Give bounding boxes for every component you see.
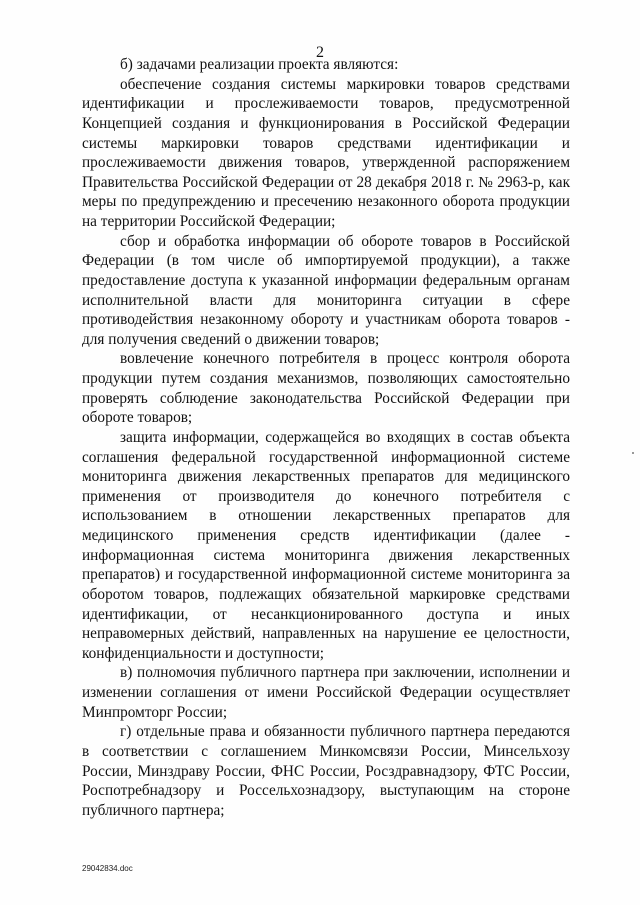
paragraph-information-collection: сбор и обработка информации об обороте товаров в Российской Федерации (в том числе об импортируемой продукции), а также предоставление доступа к указанной информации федеральным органам исполнительной власти для мониторинга ситуации в сфере противодействия незаконному обороту и участникам оборота товаров - для получения сведений о движении товаров; bbox=[82, 232, 570, 348]
page-number: 2 bbox=[316, 44, 324, 61]
document-body bbox=[82, 55, 570, 820]
footer-file-code: 29042834.doc bbox=[82, 864, 133, 873]
paragraph-rights-transfer: г) отдельные права и обязанности публичного партнера передаются в соответствии с соглашением Минкомсвязи России, Минсельхозу России, Минздраву России, ФНС России, Росздравнадзору, ФТС России, Роспотребнадзору и Россельхознадзору, выступающим на стороне публичного партнера; bbox=[82, 723, 570, 819]
paragraph-tasks-heading: б) задачами реализации проекта являются: bbox=[120, 56, 399, 73]
margin-mark bbox=[632, 452, 634, 454]
paragraph-public-partner-powers: в) полномочия публичного партнера при заключении, исполнении и изменении соглашения от имени Российской Федерации осуществляет Минпромторг России; bbox=[82, 664, 570, 721]
paragraph-information-protection: защита информации, содержащейся во входящих в состав объекта соглашения федеральной государственной информационной системе мониторинга движения лекарственных препаратов для медицинского применения от производителя до конечного потребителя с использованием в отношении лекарственных препаратов для медицинского применения средств идентификации (далее - информационная система мониторинга движения лекарственных препаратов) и государственной информационной системе мониторинга за оборотом товаров, подлежащих обязательной маркировке средствами идентификации, от несанкционированного доступа и иных неправомерных действий, направленных на нарушение ее целостности, конфиденциальности и доступности; bbox=[82, 428, 570, 662]
paragraph-consumer-involvement: вовлечение конечного потребителя в процесс контроля оборота продукции путем создания механизмов, позволяющих самостоятельно проверять соблюдение законодательства Российской Федерации при обороте товаров; bbox=[82, 350, 570, 427]
paragraph-marking-system: обеспечение создания системы маркировки товаров средствами идентификации и прослеживаемости товаров, предусмотренной Концепцией создания и функционирования в Российской Федерации системы маркировки товаров средствами идентификации и прослеживаемости движения товаров, утвержденной распоряжением Правительства Российской Федерации от 28 декабря 2018 г. № 2963-р, как меры по предупреждению и пресечению незаконного оборота продукции на территории Российской Федерации; bbox=[82, 75, 570, 230]
